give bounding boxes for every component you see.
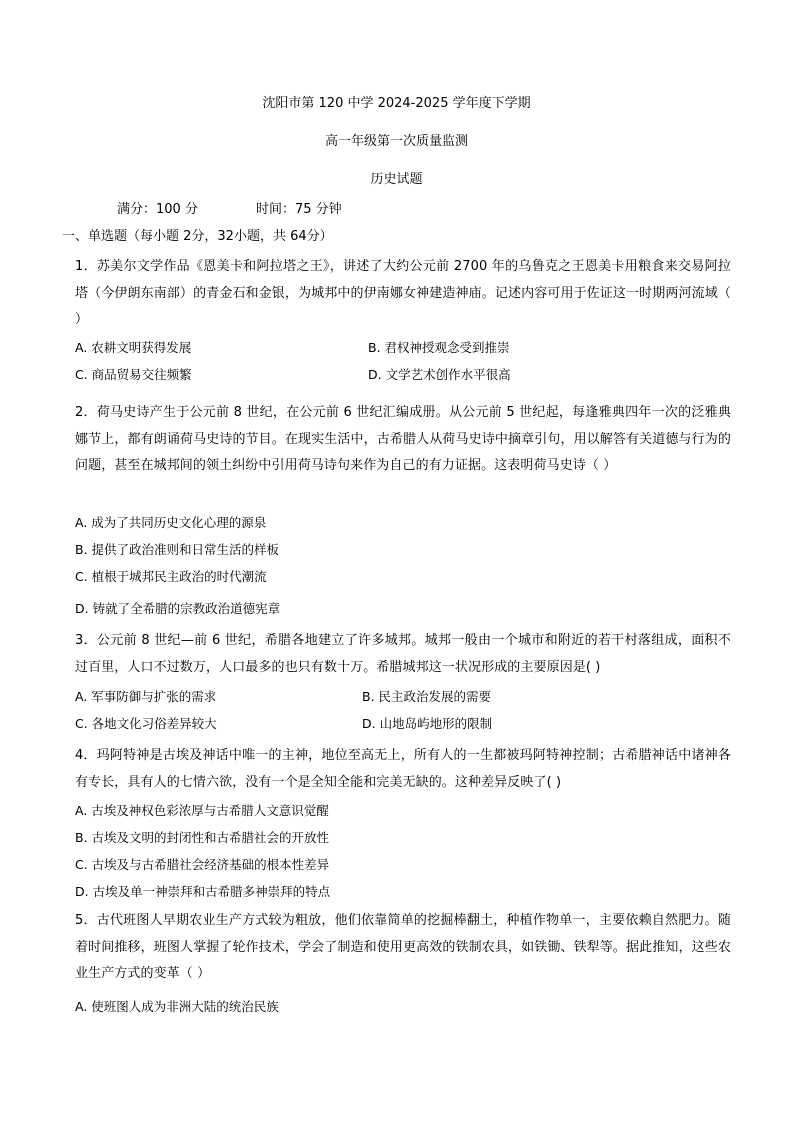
question-1-option-a: A. 农耕文明获得发展 <box>75 340 192 355</box>
question-1-option-d: D. 文学艺术创作水平很高 <box>368 367 511 382</box>
question-4-option-d: D. 古埃及单一神崇拜和古希腊多神崇拜的特点 <box>75 884 331 899</box>
exam-grade-title: 高一年级第一次质量监测 <box>324 134 468 149</box>
question-2-option-c: C. 植根于城邦民主政治的时代潮流 <box>75 569 267 584</box>
question-4-option-b: B. 古埃及文明的封闭性和古希腊社会的开放性 <box>75 830 330 845</box>
question-5-stem: 5．古代班图人早期农业生产方式较为粗放，他们依靠简单的挖掘棒翻土，种植作物单一，主要依赖自然肥力。随着时间推移，班图人掌握了轮作技术，学会了制造和使用更高效的铁制农具，如铁锄、铁犁等。据此推知，这些农业生产方式的变革（ ） <box>75 913 731 981</box>
question-2-option-d: D. 铸就了全希腊的宗教政治道德宪章 <box>75 601 281 616</box>
question-3-option-d: D. 山地岛屿地形的限制 <box>362 716 493 731</box>
question-4-option-a: A. 古埃及神权色彩浓厚与古希腊人文意识觉醒 <box>75 803 329 818</box>
question-4-stem: 4．玛阿特神是古埃及神话中唯一的主神，地位至高无上，所有人的一生都被玛阿特神控制；古希腊神话中诸神各有专长，具有人的七情六欲，没有一个是全知全能和完美无缺的。这种差异反映了( ) <box>75 748 731 790</box>
question-3-option-a: A. 军事防御与扩张的需求 <box>75 689 217 704</box>
question-2-option-b: B. 提供了政治准则和日常生活的样板 <box>75 542 280 557</box>
exam-school-title: 沈阳市第 120 中学 2024-2025 学年度下学期 <box>262 96 531 111</box>
question-1-option-c: C. 商品贸易交往频繁 <box>75 367 192 382</box>
question-2-stem: 2．荷马史诗产生于公元前 8 世纪，在公元前 6 世纪汇编成册。从公元前 5 世纪起，每逢雅典四年一次的泛雅典娜节上，都有朗诵荷马史诗的节目。在现实生活中，古希腊人从荷马史诗中摘章引句，用以解答有关道德与行为的问题，甚至在城邦间的领土纠纷中引用荷马诗句来作为自己的有力证据。这表明荷马史诗（ ） <box>75 405 731 473</box>
exam-subject-title: 历史试题 <box>370 172 423 187</box>
question-3-option-c: C. 各地文化习俗差异较大 <box>75 716 217 731</box>
question-4-option-c: C. 古埃及与古希腊社会经济基础的根本性差异 <box>75 857 330 872</box>
full-score: 满分：100 分 <box>117 202 198 217</box>
section-heading: 一、单选题（每小题 2分，32小题，共 64分） <box>62 229 333 244</box>
time-limit: 时间：75 分钟 <box>255 202 342 217</box>
question-5-option-a: A. 使班图人成为非洲大陆的统治民族 <box>75 999 279 1014</box>
question-1-option-b: B. 君权神授观念受到推崇 <box>368 340 510 355</box>
exam-meta <box>117 201 342 219</box>
question-3-stem: 3．公元前 8 世纪—前 6 世纪，希腊各地建立了许多城邦。城邦一般由一个城市和附近的若干村落组成，面积不过百里，人口不过数万，人口最多的也只有数十万。希腊城邦这一状况形成的主要原因是( ) <box>75 633 731 675</box>
question-1-stem: 1．苏美尔文学作品《恩美卡和阿拉塔之王》，讲述了大约公元前 2700 年的乌鲁克之王恩美卡用粮食来交易阿拉塔（今伊朗东南部）的青金石和金银，为城邦中的伊南娜女神建造神庙。记述内容可用于佐证这一时期两河流域（ ） <box>75 259 731 327</box>
question-2-option-a: A. 成为了共同历史文化心理的源泉 <box>75 515 267 530</box>
question-3-option-b: B. 民主政治发展的需要 <box>362 689 492 704</box>
